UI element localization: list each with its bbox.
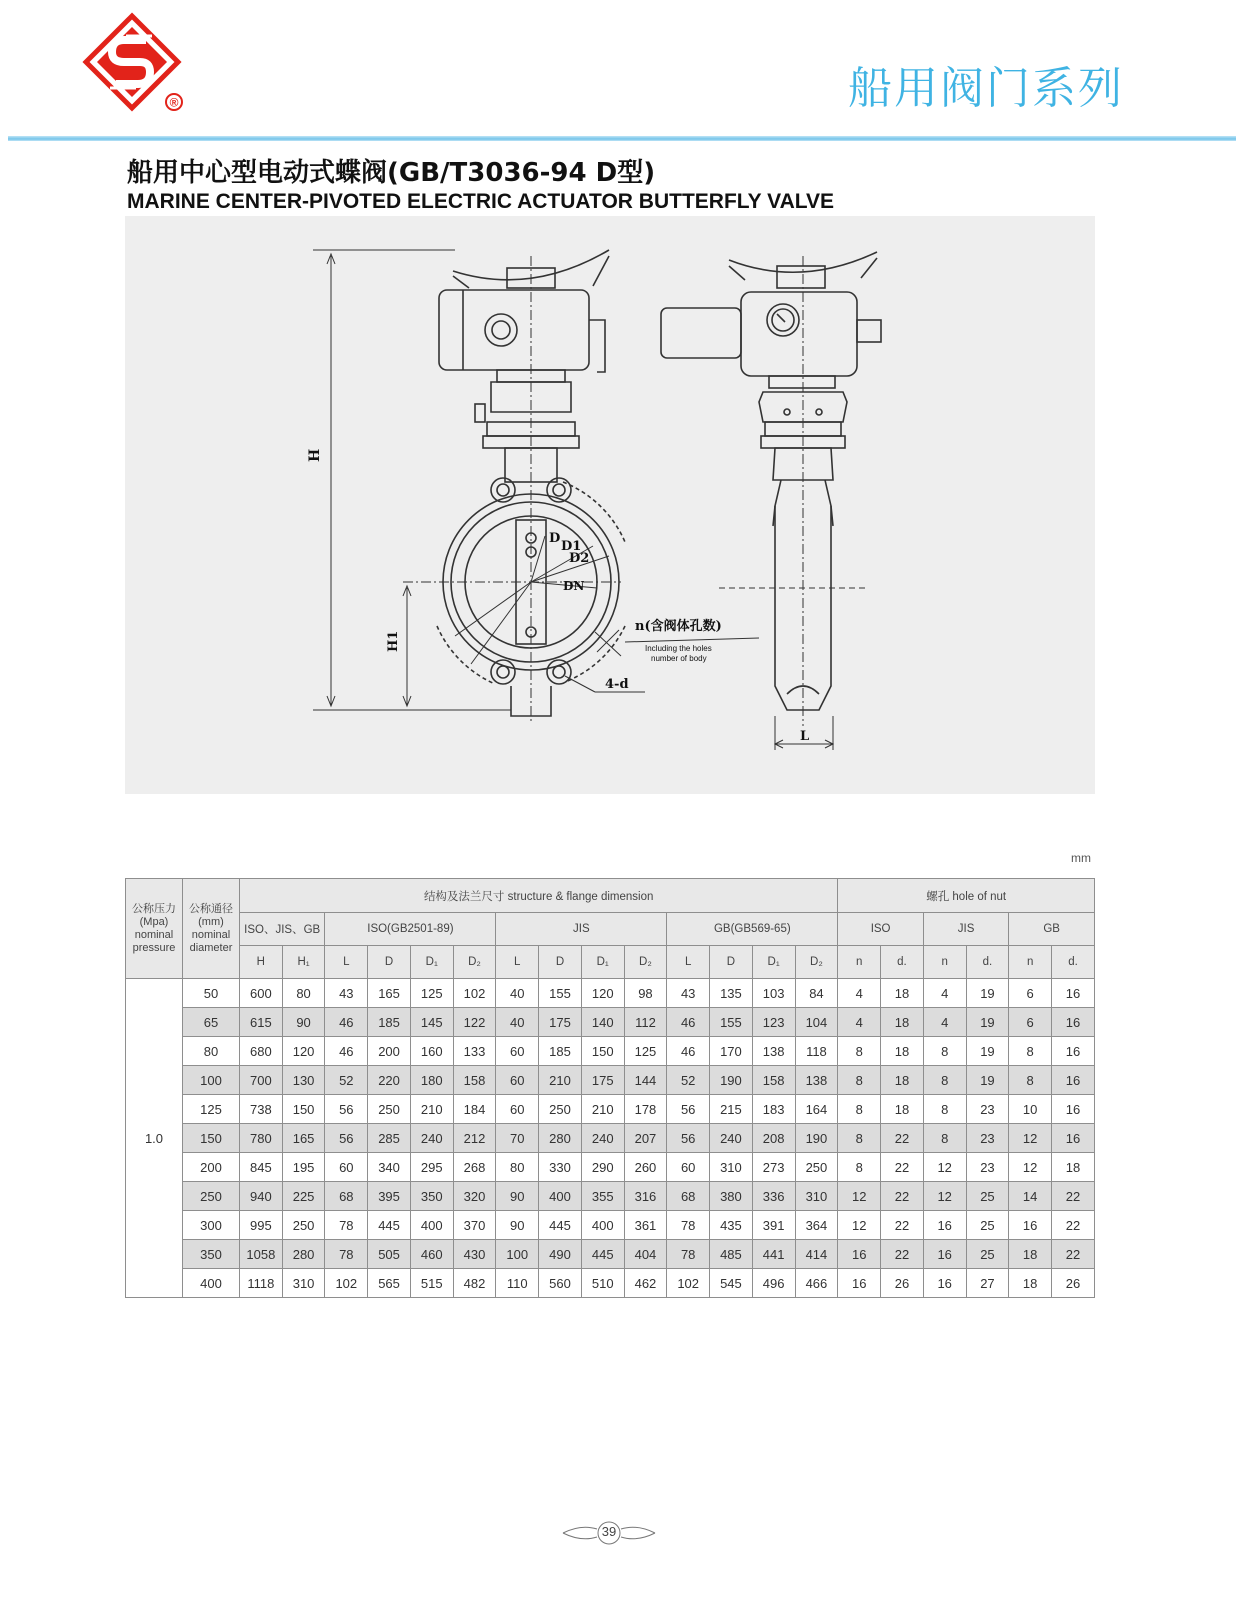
table-cell: 104 bbox=[795, 1008, 838, 1037]
table-cell: 158 bbox=[752, 1066, 795, 1095]
nominal-diameter-cell: 150 bbox=[182, 1124, 239, 1153]
table-cell: 400 bbox=[539, 1182, 582, 1211]
table-cell: 18 bbox=[881, 1095, 924, 1124]
table-cell: 158 bbox=[453, 1066, 496, 1095]
table-cell: 56 bbox=[667, 1095, 710, 1124]
table-cell: 515 bbox=[410, 1269, 453, 1298]
n-holes-en-line2: number of body bbox=[651, 654, 707, 663]
side-actuator bbox=[741, 292, 857, 376]
table-cell: 98 bbox=[624, 979, 667, 1008]
table-cell: 380 bbox=[710, 1182, 753, 1211]
table-cell: 16 bbox=[838, 1240, 881, 1269]
table-row bbox=[126, 1066, 1095, 1095]
table-cell: 90 bbox=[282, 1008, 325, 1037]
table-cell: 100 bbox=[496, 1240, 539, 1269]
table-cell: 310 bbox=[795, 1182, 838, 1211]
table-cell: 19 bbox=[966, 1008, 1009, 1037]
table-cell: 336 bbox=[752, 1182, 795, 1211]
table-cell: 70 bbox=[496, 1124, 539, 1153]
table-cell: 133 bbox=[453, 1037, 496, 1066]
table-cell: 125 bbox=[624, 1037, 667, 1066]
table-cell: 118 bbox=[795, 1037, 838, 1066]
table-cell: 18 bbox=[1009, 1240, 1052, 1269]
table-cell: 18 bbox=[881, 1008, 924, 1037]
table-cell: 25 bbox=[966, 1182, 1009, 1211]
table-cell: 310 bbox=[282, 1269, 325, 1298]
table-cell: 4 bbox=[923, 979, 966, 1008]
table-cell: 23 bbox=[966, 1124, 1009, 1153]
table-cell: 250 bbox=[539, 1095, 582, 1124]
table-cell: 26 bbox=[1052, 1269, 1095, 1298]
column-header: D₂ bbox=[624, 946, 667, 979]
nominal-diameter-cell: 80 bbox=[182, 1037, 239, 1066]
table-cell: 240 bbox=[710, 1124, 753, 1153]
table-cell: 400 bbox=[581, 1211, 624, 1240]
table-cell: 22 bbox=[881, 1211, 924, 1240]
table-cell: 170 bbox=[710, 1037, 753, 1066]
table-cell: 6 bbox=[1009, 1008, 1052, 1037]
table-cell: 240 bbox=[581, 1124, 624, 1153]
table-cell: 8 bbox=[923, 1124, 966, 1153]
table-cell: 78 bbox=[667, 1240, 710, 1269]
table-cell: 18 bbox=[881, 979, 924, 1008]
table-cell: 845 bbox=[239, 1153, 282, 1182]
table-cell: 68 bbox=[325, 1182, 368, 1211]
table-cell: 4 bbox=[838, 979, 881, 1008]
table-row bbox=[126, 1124, 1095, 1153]
table-cell: 90 bbox=[496, 1211, 539, 1240]
nominal-diameter-cell: 65 bbox=[182, 1008, 239, 1037]
table-cell: 12 bbox=[1009, 1124, 1052, 1153]
table-cell: 60 bbox=[325, 1153, 368, 1182]
header-diameter: 公称通径 (mm) nominal diameter bbox=[182, 879, 239, 979]
table-row bbox=[126, 1153, 1095, 1182]
table-cell: 14 bbox=[1009, 1182, 1052, 1211]
table-cell: 23 bbox=[966, 1153, 1009, 1182]
table-cell: 19 bbox=[966, 1037, 1009, 1066]
table-cell: 120 bbox=[581, 979, 624, 1008]
product-title-en: MARINE CENTER-PIVOTED ELECTRIC ACTUATOR BUTTERFLY VALVE bbox=[127, 190, 835, 213]
table-cell: 16 bbox=[1009, 1211, 1052, 1240]
table-cell: 260 bbox=[624, 1153, 667, 1182]
table-row bbox=[126, 1008, 1095, 1037]
table-cell: 12 bbox=[838, 1182, 881, 1211]
table-cell: 12 bbox=[1009, 1153, 1052, 1182]
table-cell: 18 bbox=[881, 1066, 924, 1095]
table-cell: 123 bbox=[752, 1008, 795, 1037]
table-cell: 190 bbox=[710, 1066, 753, 1095]
column-header: n bbox=[1009, 946, 1052, 979]
table-cell: 212 bbox=[453, 1124, 496, 1153]
table-cell: 165 bbox=[282, 1124, 325, 1153]
table-cell: 560 bbox=[539, 1269, 582, 1298]
table-cell: 210 bbox=[581, 1095, 624, 1124]
table-cell: 445 bbox=[581, 1240, 624, 1269]
table-cell: 12 bbox=[923, 1182, 966, 1211]
table-cell: 25 bbox=[966, 1240, 1009, 1269]
table-cell: 160 bbox=[410, 1037, 453, 1066]
table-cell: 250 bbox=[282, 1211, 325, 1240]
table-cell: 8 bbox=[1009, 1066, 1052, 1095]
column-header: L bbox=[667, 946, 710, 979]
column-header: D bbox=[368, 946, 411, 979]
nominal-diameter-cell: 400 bbox=[182, 1269, 239, 1298]
table-cell: 56 bbox=[667, 1124, 710, 1153]
table-cell: 56 bbox=[325, 1124, 368, 1153]
nominal-diameter-cell: 125 bbox=[182, 1095, 239, 1124]
table-cell: 510 bbox=[581, 1269, 624, 1298]
dim-D2-label: D2 bbox=[569, 551, 590, 566]
table-cell: 8 bbox=[923, 1037, 966, 1066]
nut-group-iso: ISO bbox=[838, 913, 923, 946]
table-cell: 995 bbox=[239, 1211, 282, 1240]
table-cell: 700 bbox=[239, 1066, 282, 1095]
table-cell: 60 bbox=[496, 1066, 539, 1095]
table-cell: 8 bbox=[838, 1095, 881, 1124]
table-cell: 940 bbox=[239, 1182, 282, 1211]
table-cell: 155 bbox=[539, 979, 582, 1008]
nominal-diameter-cell: 350 bbox=[182, 1240, 239, 1269]
header-hole-of-nut: 螺孔 hole of nut bbox=[838, 879, 1095, 913]
table-cell: 496 bbox=[752, 1269, 795, 1298]
table-cell: 16 bbox=[923, 1269, 966, 1298]
table-cell: 40 bbox=[496, 1008, 539, 1037]
table-cell: 60 bbox=[667, 1153, 710, 1182]
table-cell: 102 bbox=[667, 1269, 710, 1298]
dim-D-label: D bbox=[549, 531, 561, 546]
table-cell: 1058 bbox=[239, 1240, 282, 1269]
table-cell: 175 bbox=[581, 1066, 624, 1095]
product-title-cn: 船用中心型电动式蝶阀(GB/T3036-94 D型) bbox=[127, 158, 656, 188]
table-cell: 400 bbox=[410, 1211, 453, 1240]
nut-group-jis: JIS bbox=[923, 913, 1008, 946]
table-cell: 16 bbox=[1052, 1008, 1095, 1037]
table-row bbox=[126, 1240, 1095, 1269]
column-header: D bbox=[710, 946, 753, 979]
company-logo bbox=[82, 12, 188, 116]
column-header: H₁ bbox=[282, 946, 325, 979]
table-cell: 545 bbox=[710, 1269, 753, 1298]
front-actuator bbox=[439, 290, 589, 370]
dim-D1-label: D1 bbox=[561, 539, 582, 554]
table-cell: 485 bbox=[710, 1240, 753, 1269]
table-cell: 165 bbox=[368, 979, 411, 1008]
table-cell: 22 bbox=[881, 1153, 924, 1182]
table-cell: 16 bbox=[1052, 1124, 1095, 1153]
table-cell: 16 bbox=[1052, 1066, 1095, 1095]
column-header: L bbox=[325, 946, 368, 979]
table-cell: 23 bbox=[966, 1095, 1009, 1124]
table-cell: 210 bbox=[410, 1095, 453, 1124]
table-cell: 615 bbox=[239, 1008, 282, 1037]
table-cell: 340 bbox=[368, 1153, 411, 1182]
table-cell: 505 bbox=[368, 1240, 411, 1269]
table-cell: 290 bbox=[581, 1153, 624, 1182]
table-row bbox=[126, 1211, 1095, 1240]
table-cell: 350 bbox=[410, 1182, 453, 1211]
table-cell: 430 bbox=[453, 1240, 496, 1269]
column-header: d. bbox=[881, 946, 924, 979]
table-cell: 16 bbox=[838, 1269, 881, 1298]
table-cell: 280 bbox=[539, 1124, 582, 1153]
table-cell: 184 bbox=[453, 1095, 496, 1124]
table-cell: 103 bbox=[752, 979, 795, 1008]
table-row bbox=[126, 979, 1095, 1008]
table-cell: 144 bbox=[624, 1066, 667, 1095]
column-header: n bbox=[923, 946, 966, 979]
table-cell: 110 bbox=[496, 1269, 539, 1298]
table-row bbox=[126, 1269, 1095, 1298]
table-cell: 46 bbox=[325, 1037, 368, 1066]
table-cell: 80 bbox=[496, 1153, 539, 1182]
table-cell: 19 bbox=[966, 979, 1009, 1008]
table-cell: 16 bbox=[1052, 979, 1095, 1008]
table-cell: 414 bbox=[795, 1240, 838, 1269]
table-cell: 8 bbox=[923, 1095, 966, 1124]
table-cell: 155 bbox=[710, 1008, 753, 1037]
table-cell: 22 bbox=[881, 1124, 924, 1153]
table-cell: 207 bbox=[624, 1124, 667, 1153]
table-cell: 8 bbox=[838, 1066, 881, 1095]
table-row bbox=[126, 1037, 1095, 1066]
nut-group-gb: GB bbox=[1009, 913, 1095, 946]
table-cell: 210 bbox=[539, 1066, 582, 1095]
table-cell: 78 bbox=[667, 1211, 710, 1240]
table-cell: 190 bbox=[795, 1124, 838, 1153]
table-cell: 60 bbox=[496, 1037, 539, 1066]
table-cell: 185 bbox=[539, 1037, 582, 1066]
table-cell: 273 bbox=[752, 1153, 795, 1182]
table-cell: 68 bbox=[667, 1182, 710, 1211]
table-cell: 16 bbox=[923, 1211, 966, 1240]
table-cell: 46 bbox=[325, 1008, 368, 1037]
table-cell: 600 bbox=[239, 979, 282, 1008]
table-cell: 441 bbox=[752, 1240, 795, 1269]
table-cell: 280 bbox=[282, 1240, 325, 1269]
page-number-ornament bbox=[561, 1518, 657, 1548]
table-cell: 330 bbox=[539, 1153, 582, 1182]
table-cell: 780 bbox=[239, 1124, 282, 1153]
table-cell: 43 bbox=[667, 979, 710, 1008]
table-cell: 175 bbox=[539, 1008, 582, 1037]
nominal-diameter-cell: 250 bbox=[182, 1182, 239, 1211]
table-cell: 355 bbox=[581, 1182, 624, 1211]
column-header: D bbox=[539, 946, 582, 979]
table-cell: 370 bbox=[453, 1211, 496, 1240]
column-header: D₁ bbox=[410, 946, 453, 979]
table-cell: 8 bbox=[1009, 1037, 1052, 1066]
table-cell: 150 bbox=[581, 1037, 624, 1066]
column-header: D₁ bbox=[752, 946, 795, 979]
table-cell: 138 bbox=[752, 1037, 795, 1066]
table-cell: 12 bbox=[923, 1153, 966, 1182]
page-number: 39 bbox=[601, 1524, 617, 1539]
table-cell: 1118 bbox=[239, 1269, 282, 1298]
group-jis: JIS bbox=[496, 913, 667, 946]
table-cell: 240 bbox=[410, 1124, 453, 1153]
table-cell: 316 bbox=[624, 1182, 667, 1211]
group-gb: GB(GB569-65) bbox=[667, 913, 838, 946]
table-cell: 112 bbox=[624, 1008, 667, 1037]
unit-label: mm bbox=[1071, 851, 1091, 865]
column-header: n bbox=[838, 946, 881, 979]
table-cell: 180 bbox=[410, 1066, 453, 1095]
series-title: 船用阀门系列 bbox=[848, 63, 1124, 114]
table-row bbox=[126, 1095, 1095, 1124]
table-cell: 46 bbox=[667, 1008, 710, 1037]
table-cell: 195 bbox=[282, 1153, 325, 1182]
table-cell: 4 bbox=[923, 1008, 966, 1037]
table-cell: 8 bbox=[923, 1066, 966, 1095]
nominal-pressure-cell: 1.0 bbox=[126, 979, 183, 1298]
table-cell: 22 bbox=[881, 1182, 924, 1211]
table-cell: 140 bbox=[581, 1008, 624, 1037]
table-cell: 18 bbox=[881, 1037, 924, 1066]
column-header: D₂ bbox=[453, 946, 496, 979]
group-iso: ISO(GB2501-89) bbox=[325, 913, 496, 946]
table-cell: 490 bbox=[539, 1240, 582, 1269]
table-cell: 250 bbox=[368, 1095, 411, 1124]
dim-H-label: H bbox=[307, 448, 323, 462]
nominal-diameter-cell: 50 bbox=[182, 979, 239, 1008]
table-cell: 78 bbox=[325, 1240, 368, 1269]
table-cell: 391 bbox=[752, 1211, 795, 1240]
table-cell: 208 bbox=[752, 1124, 795, 1153]
table-cell: 26 bbox=[881, 1269, 924, 1298]
n-holes-label: n(含阀体孔数) bbox=[635, 619, 722, 634]
table-cell: 164 bbox=[795, 1095, 838, 1124]
table-cell: 482 bbox=[453, 1269, 496, 1298]
table-cell: 25 bbox=[966, 1211, 1009, 1240]
table-cell: 10 bbox=[1009, 1095, 1052, 1124]
table-cell: 22 bbox=[1052, 1211, 1095, 1240]
column-header: d. bbox=[1052, 946, 1095, 979]
table-cell: 122 bbox=[453, 1008, 496, 1037]
table-cell: 225 bbox=[282, 1182, 325, 1211]
table-cell: 84 bbox=[795, 979, 838, 1008]
table-cell: 43 bbox=[325, 979, 368, 1008]
table-cell: 18 bbox=[1052, 1153, 1095, 1182]
table-cell: 215 bbox=[710, 1095, 753, 1124]
table-cell: 16 bbox=[1052, 1095, 1095, 1124]
table-cell: 364 bbox=[795, 1211, 838, 1240]
registered-mark: ® bbox=[169, 95, 179, 110]
header-structure: 结构及法兰尺寸 structure & flange dimension bbox=[239, 879, 837, 913]
table-cell: 80 bbox=[282, 979, 325, 1008]
table-cell: 22 bbox=[1052, 1182, 1095, 1211]
table-cell: 435 bbox=[710, 1211, 753, 1240]
table-cell: 78 bbox=[325, 1211, 368, 1240]
table-cell: 250 bbox=[795, 1153, 838, 1182]
dim-H1-label: H1 bbox=[386, 630, 401, 652]
table-cell: 40 bbox=[496, 979, 539, 1008]
table-cell: 16 bbox=[1052, 1037, 1095, 1066]
header-pressure: 公称压力 (Mpa) nominal pressure bbox=[126, 879, 183, 979]
table-cell: 404 bbox=[624, 1240, 667, 1269]
table-cell: 460 bbox=[410, 1240, 453, 1269]
table-cell: 52 bbox=[325, 1066, 368, 1095]
table-cell: 466 bbox=[795, 1269, 838, 1298]
column-header: L bbox=[496, 946, 539, 979]
nominal-diameter-cell: 100 bbox=[182, 1066, 239, 1095]
table-cell: 8 bbox=[838, 1037, 881, 1066]
table-cell: 145 bbox=[410, 1008, 453, 1037]
table-cell: 183 bbox=[752, 1095, 795, 1124]
table-row bbox=[126, 1182, 1095, 1211]
table-cell: 150 bbox=[282, 1095, 325, 1124]
n-holes-en-line1: Including the holes bbox=[645, 644, 712, 653]
table-cell: 102 bbox=[325, 1269, 368, 1298]
table-cell: 120 bbox=[282, 1037, 325, 1066]
table-cell: 220 bbox=[368, 1066, 411, 1095]
table-cell: 285 bbox=[368, 1124, 411, 1153]
table-cell: 445 bbox=[539, 1211, 582, 1240]
spec-table bbox=[125, 878, 1095, 1298]
table-cell: 52 bbox=[667, 1066, 710, 1095]
nominal-diameter-cell: 300 bbox=[182, 1211, 239, 1240]
table-cell: 102 bbox=[453, 979, 496, 1008]
table-cell: 125 bbox=[410, 979, 453, 1008]
table-cell: 22 bbox=[1052, 1240, 1095, 1269]
table-cell: 56 bbox=[325, 1095, 368, 1124]
group-iso-jis-gb: ISO、JIS、GB bbox=[239, 913, 324, 946]
table-cell: 295 bbox=[410, 1153, 453, 1182]
table-cell: 310 bbox=[710, 1153, 753, 1182]
table-cell: 445 bbox=[368, 1211, 411, 1240]
table-cell: 22 bbox=[881, 1240, 924, 1269]
table-cell: 60 bbox=[496, 1095, 539, 1124]
table-cell: 320 bbox=[453, 1182, 496, 1211]
table-cell: 200 bbox=[368, 1037, 411, 1066]
column-header: D₂ bbox=[795, 946, 838, 979]
table-cell: 680 bbox=[239, 1037, 282, 1066]
table-cell: 178 bbox=[624, 1095, 667, 1124]
header-divider bbox=[8, 136, 1236, 141]
table-cell: 135 bbox=[710, 979, 753, 1008]
table-cell: 130 bbox=[282, 1066, 325, 1095]
dim-L-label: L bbox=[800, 729, 810, 744]
table-cell: 46 bbox=[667, 1037, 710, 1066]
column-header: d. bbox=[966, 946, 1009, 979]
nominal-diameter-cell: 200 bbox=[182, 1153, 239, 1182]
table-cell: 8 bbox=[838, 1124, 881, 1153]
table-cell: 8 bbox=[838, 1153, 881, 1182]
table-cell: 138 bbox=[795, 1066, 838, 1095]
table-cell: 16 bbox=[923, 1240, 966, 1269]
technical-drawing bbox=[125, 216, 1095, 794]
table-cell: 361 bbox=[624, 1211, 667, 1240]
table-cell: 18 bbox=[1009, 1269, 1052, 1298]
table-cell: 90 bbox=[496, 1182, 539, 1211]
table-cell: 738 bbox=[239, 1095, 282, 1124]
table-cell: 12 bbox=[838, 1211, 881, 1240]
table-cell: 4 bbox=[838, 1008, 881, 1037]
table-cell: 268 bbox=[453, 1153, 496, 1182]
table-cell: 395 bbox=[368, 1182, 411, 1211]
table-cell: 6 bbox=[1009, 979, 1052, 1008]
table-cell: 565 bbox=[368, 1269, 411, 1298]
table-cell: 27 bbox=[966, 1269, 1009, 1298]
bolt-holes-label: 4-d bbox=[605, 677, 629, 692]
column-header: D₁ bbox=[581, 946, 624, 979]
column-header: H bbox=[239, 946, 282, 979]
table-cell: 19 bbox=[966, 1066, 1009, 1095]
table-cell: 462 bbox=[624, 1269, 667, 1298]
dim-DN-label: DN bbox=[563, 579, 585, 593]
table-cell: 185 bbox=[368, 1008, 411, 1037]
